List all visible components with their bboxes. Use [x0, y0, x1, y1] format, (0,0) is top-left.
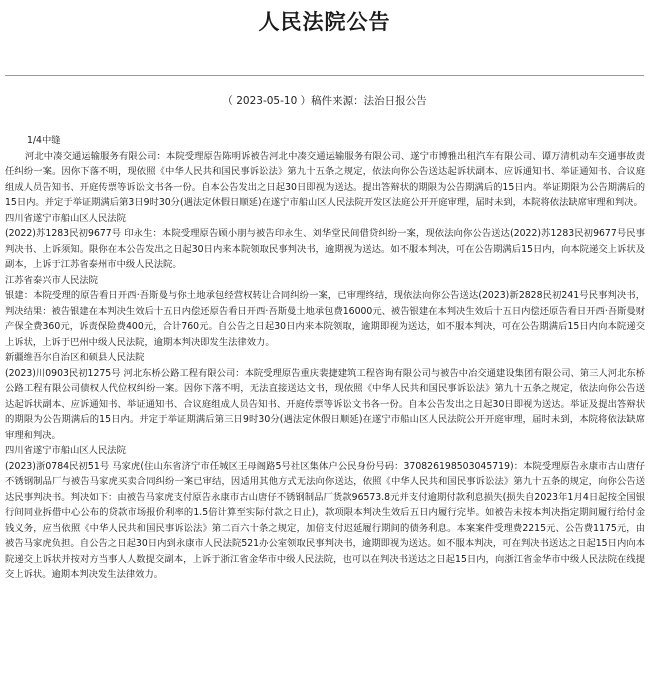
- date-close: ）: [297, 95, 312, 107]
- notice-paragraph: 银建：本院受理的原告看日开西·吾斯曼与你土地承包经营权转让合同纠纷一案，已审理终结，现依法向你公告送达(2023)新2828民初241号民事判决书，判决结果：被告银建在本判决生效后十五日内偿还原告看日开西·吾斯曼土地承包费16000元、被告银建在本判决生效后十五日内偿还原告看日开西·吾斯曼财产保全费360元，诉责保险费400元，合计760元。自公告之日起30日内来本院领取，逾期即视为送达，如不服本判决，可在公告期满后15日内向本院递交上诉状，上诉于巴州中级人民法院，逾期本判决即发生法律效力。: [5, 290, 645, 348]
- date-open: （: [222, 95, 237, 107]
- notice-paragraph: (2022)苏1283民初9677号 印永生：本院受理原告顾小朋与被告印永生、刘华堂民间借贷纠纷一案，现依法向你公告送达(2022)苏1283民初9677号民事判决书、上诉须知。限你在本公告发出之日起30日内来本院领取民事判决书，逾期视为送达。如不服本判决，可在公告期满后15日内，向本院递交上诉状及副本，上诉于江苏省泰州市中级人民法院。: [5, 228, 645, 270]
- court-signature: 新疆维吾尔自治区和硕县人民法院: [5, 352, 145, 363]
- court-signature: 四川省遂宁市船山区人民法院: [5, 212, 126, 224]
- article-meta: [0, 93, 649, 109]
- title-divider: [5, 75, 644, 76]
- source-name: 法治日报公告: [363, 95, 427, 107]
- notice-paragraph: 河北中凑交通运输服务有限公司：本院受理原告陈明诉被告河北中凑交通运输服务有限公司、遂宁市博雅出租汽车有限公司、谭万清机动车交通事故责任纠纷一案。因你下落不明，现依照《中华人民共和国民事诉讼法》第九十五条之规定，依法向你公告送达起诉状副本、应诉通知书、举证通知书、合议庭组成人员告知书、开庭传票等诉讼文书各一份。自本公告发出之日起30日即视为送达。提出答辩状的期限为公告期满后的15日内。举证期限为公告期满后的15日内。并定于举证期满后第3日9时30分(遇法定休假日顺延)在遂宁市船山区人民法院开发区法庭公开开庭审理，届时未到，本院将依法缺席审理和判决。: [5, 150, 645, 208]
- court-signature: 四川省遂宁市船山区人民法院: [5, 445, 126, 456]
- court-signature: 江苏省泰兴市人民法院: [5, 274, 98, 286]
- article-body: [5, 133, 645, 583]
- notice-paragraph: (2023)川0903民初1275号 河北东桥公路工程有限公司：本院受理原告重庆裴捷建筑工程咨询有限公司与被告中冶交通建设集团有限公司、第三人河北东桥公路工程有限公司债权人代位权纠纷一案。因你下落不明，无法直接送达文书，现依照《中华人民共和国民事诉讼法》第九十五条之规定，依法向你公告送达起诉状副本、应诉通知书、举证通知书、合议庭组成人员告知书、开庭传票等诉讼文书各一份。自本公告发出之日起30日即视为送达。举证及提出答辩状的期限为公告期满后的15日内。并定于举证期满后第三日9时30分(遇法定休假日顺延)在遂宁市船山区人民法院公开开庭审理，届时未到，本院将依法缺席审理和判决。: [5, 367, 645, 441]
- notice-paragraph: (2023)浙0784民初51号 马家虎(住山东省济宁市任城区王母阁路5号社区集体户公民身份号码：370826198503045719)：本院受理原告永康市古山唐仔不锈钢制品厂与被告马家虎买卖合同纠纷一案已审结，因适用其他方式无法向你送达，依照《中华人民共和国民事诉讼法》第九十五条的规定，向你公告送达民事判决书。判决如下：由被告马家虎支付原告永康市古山唐仔不锈钢制品厂货款96573.8元并支付逾期付款利息损失(损失自2023年1月4日起按全国银行间同业拆借中心公布的贷款市场报价利率的1.5倍计算至实际付款之日止)，款项限本判决生效后五日内履行完毕。如被告未按本判决指定期间履行给付金钱义务，应当依照《中华人民共和国民事诉讼法》第二百六十条之规定，加倍支付迟延履行期间的债务利息。本案案件受理费2215元、公告费1175元，由被告马家虎负担。自公告之日起30日内到永康市人民法院521办公室领取民事判决书，逾期即视为送达。如不服本判决，可在判决书送达之日起15日内向本院递交上诉状并按对方当事人人数提交副本，上诉于浙江省金华市中级人民法院，也可以在判决书送达之日起15日内，向浙江省金华市中级人民法院在线提交上诉状。逾期本判决发生法律效力。: [5, 460, 645, 580]
- source-label: 稿件来源：: [311, 95, 364, 107]
- publish-date: 2023-05-10: [236, 95, 298, 107]
- page-title: 人民法院公告: [258, 10, 391, 34]
- page-position-note: 1/4中缝: [27, 135, 61, 146]
